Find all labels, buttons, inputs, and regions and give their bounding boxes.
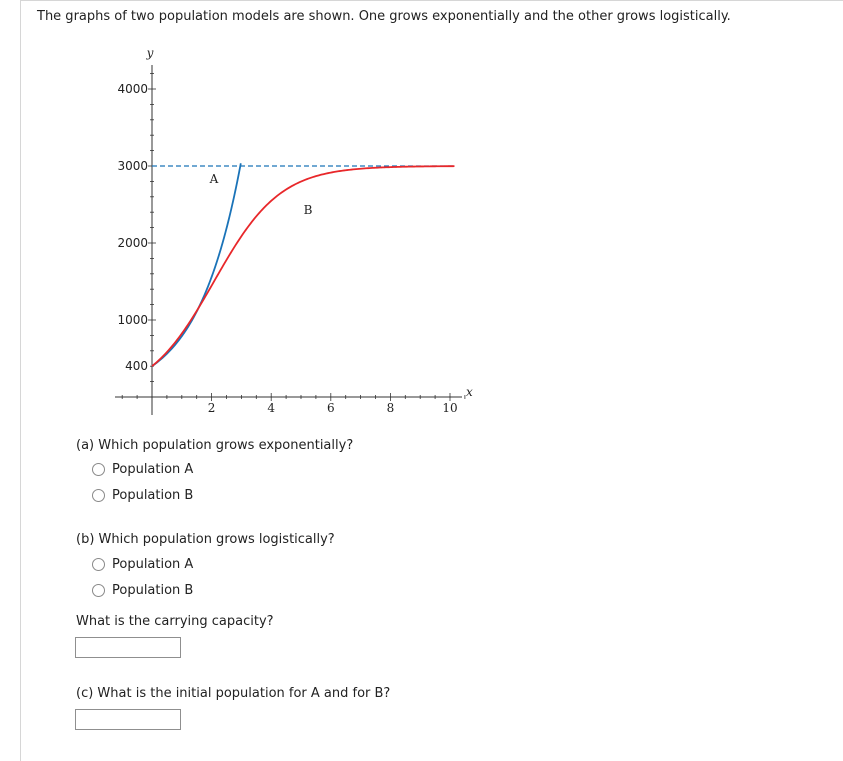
x-axis-label: x	[466, 385, 473, 399]
carrying-capacity-input[interactable]	[75, 637, 181, 658]
question-b-option-a[interactable]	[92, 557, 193, 572]
question-b-prompt: (b) Which population grows logistically?	[76, 532, 335, 547]
curves	[152, 163, 456, 366]
curve-a-exponential	[152, 163, 241, 366]
question-c-prompt: (c) What is the initial population for A and for B?	[76, 686, 391, 701]
curve-a-label: A	[209, 172, 219, 186]
option-label: Population B	[112, 583, 194, 598]
x-tick-label: 4	[267, 401, 276, 415]
y-tick-label: 2000	[117, 236, 148, 250]
tick-labels	[117, 46, 473, 415]
radio-button[interactable]	[92, 489, 105, 502]
curve-b-logistic	[152, 166, 454, 366]
y-tick-label: 400	[125, 359, 148, 374]
y-tick-label: 4000	[117, 82, 148, 96]
y-axis-label: y	[146, 46, 154, 60]
x-tick-label: 2	[207, 401, 216, 415]
option-label: Population A	[112, 462, 194, 477]
question-a-option-b[interactable]	[92, 488, 193, 503]
option-label: Population A	[112, 557, 194, 572]
carrying-capacity-prompt: What is the carrying capacity?	[76, 614, 274, 629]
problem-statement: The graphs of two population models are shown. One grows exponentially and the other grows logistically.	[37, 9, 731, 24]
initial-population-input[interactable]	[75, 709, 181, 730]
y-tick-label: 3000	[117, 159, 148, 173]
y-tick-label: 1000	[117, 313, 148, 327]
radio-button[interactable]	[92, 584, 105, 597]
radio-button[interactable]	[92, 558, 105, 571]
x-tick-label: 8	[386, 401, 395, 415]
ticks	[122, 74, 465, 401]
curve-b-label: B	[303, 203, 313, 217]
question-a-option-a[interactable]	[92, 462, 193, 477]
question-a-prompt: (a) Which population grows exponentially?	[76, 438, 354, 453]
x-tick-label: 10	[442, 401, 458, 415]
option-label: Population B	[112, 488, 194, 503]
x-tick-label: 6	[326, 401, 335, 415]
radio-button[interactable]	[92, 463, 105, 476]
question-b-option-b[interactable]	[92, 583, 193, 598]
axes	[115, 65, 462, 415]
population-graph	[100, 40, 480, 425]
